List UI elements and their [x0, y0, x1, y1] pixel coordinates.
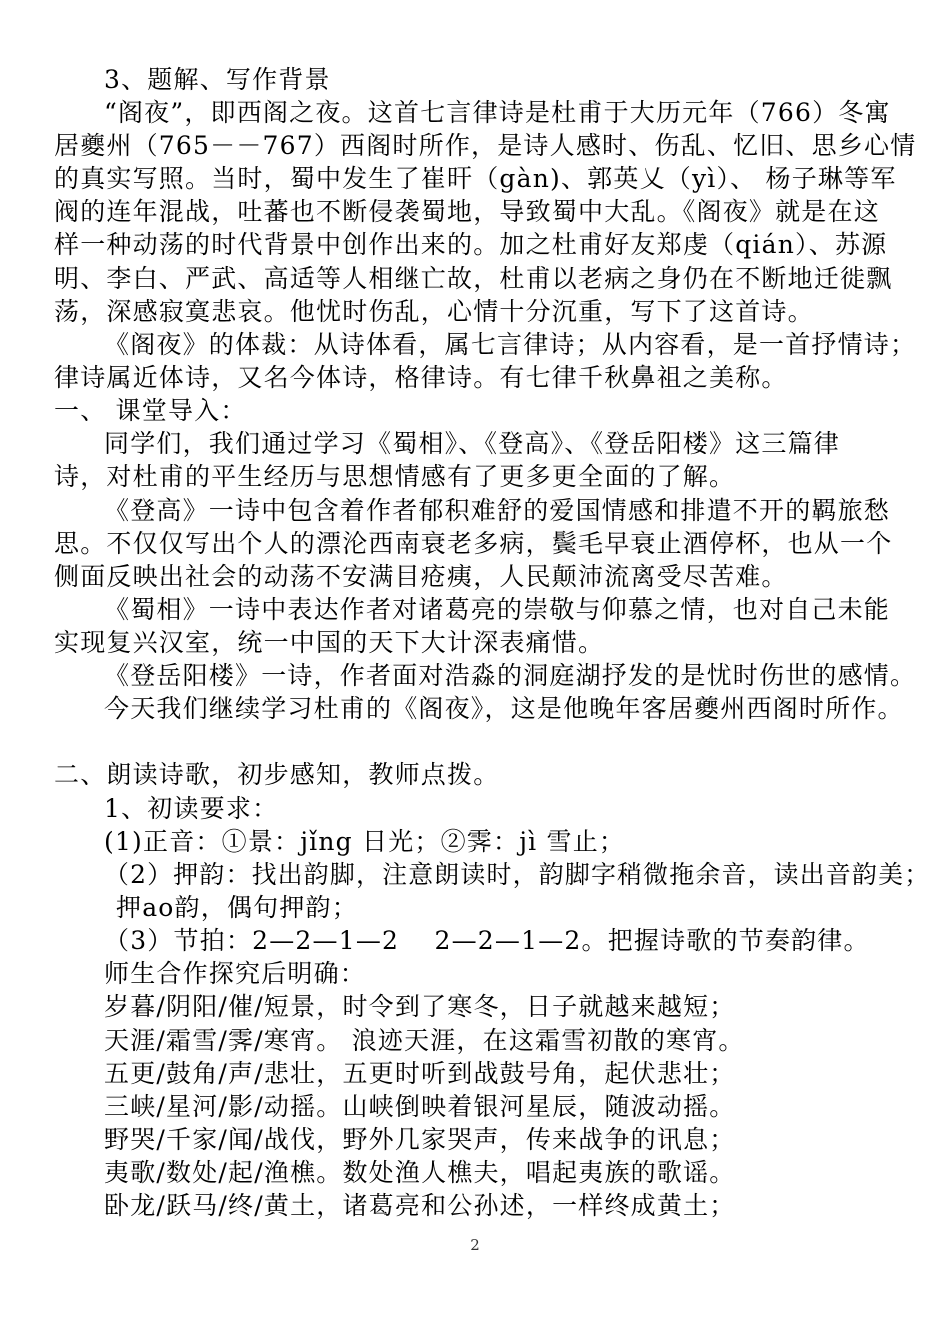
poem-line: 五更/鼓角/声/悲壮，五更时听到战鼓号角，起伏悲壮； [104, 1059, 736, 1088]
paragraph-line: (1)正音：①景：jǐng 日光；②霁：jì 雪止； [104, 827, 626, 856]
paragraph-line: 《阁夜》的体裁：从诗体看，属七言律诗；从内容看，是一首抒情诗； [104, 330, 917, 359]
poem-line: 天涯/霜雪/霁/寒宵。 浪迹天涯，在这霜雪初散的寒宵。 [104, 1026, 745, 1055]
paragraph-line: （2）押韵：找出韵脚，注意朗读时，韵脚字稍微拖余音，读出音韵美； [104, 860, 931, 889]
paragraph-line: 师生合作探究后明确： [104, 959, 367, 988]
poem-line: 岁暮/阴阳/催/短景，时令到了寒冬，日子就越来越短； [104, 992, 736, 1021]
paragraph-line: （3）节拍：2—2—1—2 2—2—1—2。把握诗歌的节奏韵律。 [104, 926, 870, 955]
paragraph-line: 荡，深感寂寞悲哀。他忧时伤乱，心情十分沉重，写下了这首诗。 [54, 297, 814, 326]
paragraph-line: 样一种动荡的时代背景中创作出来的。加之杜甫好友郑虔（qián）、苏源 [54, 230, 888, 259]
poem-line: 三峡/星河/影/动摇。山峡倒映着银河星辰，随波动摇。 [104, 1092, 736, 1121]
paragraph-line: 今天我们继续学习杜甫的《阁夜》，这是他晚年客居夔州西阁时所作。 [104, 694, 904, 723]
poem-line: 夷歌/数处/起/渔樵。数处渔人樵夫，唱起夷族的歌谣。 [104, 1158, 736, 1187]
paragraph-line: 思。不仅仅写出个人的漂沦西南衰老多病，鬓毛早衰止酒停杯，也从一个 [54, 529, 893, 558]
paragraph-line: 阀的连年混战，吐蕃也不断侵袭蜀地，导致蜀中大乱。《阁夜》就是在这 [54, 197, 880, 226]
paragraph-line: 侧面反映出社会的动荡不安满目疮痍，人民颠沛流离受尽苦难。 [54, 562, 788, 591]
paragraph-line: 律诗属近体诗，又名今体诗，格律诗。有七律千秋鼻祖之美称。 [54, 363, 788, 392]
paragraph-line: 《蜀相》一诗中表达作者对诸葛亮的崇敬与仰慕之情，也对自己未能 [104, 595, 891, 624]
paragraph-line: 明、李白、严武、高适等人相继亡故，杜甫以老病之身仍在不断地迁徙飘 [54, 264, 893, 293]
poem-line: 野哭/千家/闻/战伐，野外几家哭声，传来战争的讯息； [104, 1125, 736, 1154]
subheading-first-reading: 1、初读要求： [104, 794, 279, 823]
paragraph-line: 的真实写照。当时，蜀中发生了崔旰（gàn)、郭英乂（yì）、 杨子琳等军 [54, 164, 897, 193]
section-heading-intro: 一、 课堂导入： [54, 396, 247, 425]
paragraph-line: 同学们，我们通过学习《蜀相》、《登高》、《登岳阳楼》这三篇律 [104, 429, 841, 458]
paragraph-line: 居夔州（765－－767）西阁时所作，是诗人感时、伤乱、忆旧、思乡心情 [54, 131, 917, 160]
paragraph-line: 《登高》一诗中包含着作者郁积难舒的爱国情感和排遣不开的羁旅愁 [104, 496, 891, 525]
paragraph-line: “阁夜”，即西阁之夜。这首七言律诗是杜甫于大历元年（766）冬寓 [104, 98, 891, 127]
paragraph-line: 实现复兴汉室，统一中国的天下大计深表痛惜。 [54, 628, 605, 657]
section-heading-reading: 二、朗读诗歌，初步感知，教师点拨。 [54, 760, 500, 789]
paragraph-line: 押ao韵，偶句押韵； [116, 893, 358, 922]
paragraph-line: 诗，对杜甫的平生经历与思想情感有了更多更全面的了解。 [54, 462, 736, 491]
paragraph-line: 《登岳阳楼》一诗，作者面对浩淼的洞庭湖抒发的是忧时伤世的感情。 [104, 661, 917, 690]
page-number: 2 [470, 1236, 480, 1254]
section-heading-background: 3、题解、写作背景 [104, 65, 331, 94]
poem-line: 卧龙/跃马/终/黄土，诸葛亮和公孙述，一样终成黄土； [104, 1191, 736, 1220]
